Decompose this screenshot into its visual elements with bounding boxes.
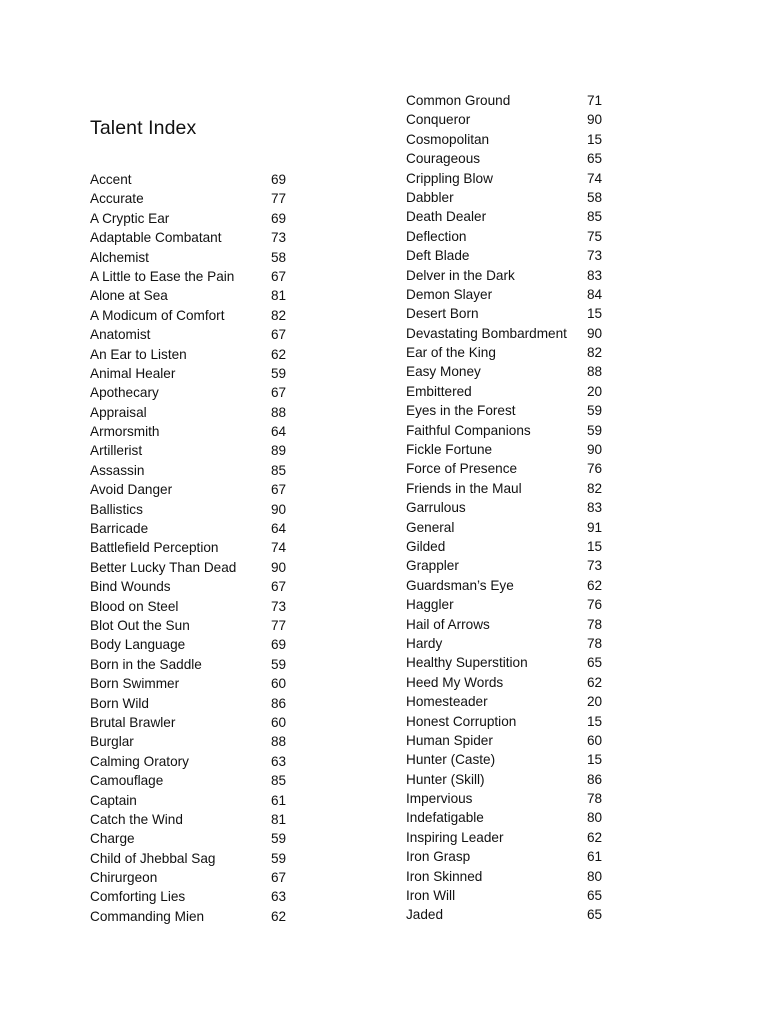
index-entry — [90, 189, 300, 208]
page-number: 84 — [587, 286, 603, 302]
page-number: 80 — [587, 810, 603, 826]
talent-name: Honest Corruption — [406, 713, 517, 729]
talent-name: Force of Presence — [406, 461, 518, 477]
talent-name: Haggler — [406, 597, 454, 613]
page-number: 90 — [271, 559, 287, 575]
talent-name: Easy Money — [406, 364, 481, 380]
page-number: 82 — [587, 480, 603, 496]
index-entry — [406, 169, 616, 188]
index-column-right — [406, 91, 616, 925]
page-number: 85 — [587, 209, 603, 225]
index-entry — [90, 868, 300, 887]
page-number: 75 — [587, 228, 603, 244]
index-entry — [406, 304, 616, 323]
page-title: Talent Index — [90, 117, 197, 139]
talent-name: An Ear to Listen — [90, 346, 187, 362]
index-entry — [90, 597, 300, 616]
index-entry — [90, 849, 300, 868]
index-entry — [90, 538, 300, 557]
page-number: 85 — [271, 462, 287, 478]
page-number: 15 — [587, 752, 603, 768]
talent-name: Blood on Steel — [90, 598, 179, 614]
page-number: 15 — [587, 306, 603, 322]
index-entry — [90, 228, 300, 247]
talent-name: Accent — [90, 172, 132, 187]
page-number: 71 — [587, 93, 603, 108]
talent-name: Iron Skinned — [406, 868, 483, 884]
talent-name: Chirurgeon — [90, 870, 158, 886]
index-entry — [90, 480, 300, 499]
talent-name: Born Swimmer — [90, 676, 180, 692]
talent-name: Barricade — [90, 521, 149, 537]
index-entry — [406, 401, 616, 420]
page-number: 65 — [587, 907, 603, 923]
talent-name: Embittered — [406, 383, 472, 399]
index-entry — [406, 227, 616, 246]
page-number: 73 — [271, 230, 287, 246]
index-entry — [90, 422, 300, 441]
index-entry — [90, 907, 300, 926]
talent-name: Human Spider — [406, 732, 493, 748]
page-number: 91 — [587, 519, 603, 535]
talent-name: Healthy Superstition — [406, 655, 528, 671]
page-number: 67 — [271, 385, 287, 401]
index-entry — [406, 653, 616, 672]
page-number: 77 — [271, 617, 287, 633]
talent-name: Anatomist — [90, 327, 151, 343]
talent-name: Inspiring Leader — [406, 829, 504, 845]
talent-name: Cosmopolitan — [406, 131, 490, 147]
index-entry — [90, 771, 300, 790]
talent-name: Commanding Mien — [90, 908, 205, 924]
index-entry — [90, 616, 300, 635]
index-entry — [406, 750, 616, 769]
talent-name: Adaptable Combatant — [90, 230, 222, 246]
talent-name: Catch the Wind — [90, 811, 183, 827]
page-number: 74 — [271, 540, 287, 556]
index-entry — [406, 498, 616, 517]
talent-name: Guardsman’s Eye — [406, 577, 514, 593]
page-number: 58 — [271, 249, 287, 265]
talent-name: Ear of the King — [406, 345, 496, 361]
talent-name: Death Dealer — [406, 209, 487, 225]
page-number: 58 — [587, 189, 603, 205]
index-entry — [406, 789, 616, 808]
index-entry — [406, 324, 616, 343]
index-entry — [406, 110, 616, 129]
talent-name: Deflection — [406, 228, 467, 244]
talent-name: Faithful Companions — [406, 422, 531, 438]
talent-name: Accurate — [90, 191, 144, 207]
page-number: 86 — [587, 771, 603, 787]
index-entry — [406, 343, 616, 362]
index-entry — [406, 692, 616, 711]
page-number: 60 — [271, 714, 287, 730]
talent-name: Demon Slayer — [406, 286, 493, 302]
talent-name: Assassin — [90, 462, 145, 478]
index-entry — [90, 655, 300, 674]
page-number: 64 — [271, 424, 287, 440]
index-entry — [406, 615, 616, 634]
index-entry — [406, 246, 616, 265]
page-number: 82 — [271, 307, 287, 323]
page-number: 62 — [587, 577, 603, 593]
page-number: 74 — [587, 170, 603, 186]
talent-name: Delver in the Dark — [406, 267, 515, 283]
talent-name: Artillerist — [90, 443, 143, 459]
page-number: 69 — [271, 210, 287, 226]
talent-name: Camouflage — [90, 773, 164, 789]
page-number: 82 — [587, 345, 603, 361]
page-number: 76 — [587, 597, 603, 613]
talent-name: Hail of Arrows — [406, 616, 490, 632]
talent-name: Homesteader — [406, 694, 488, 710]
talent-name: Appraisal — [90, 404, 147, 420]
page-number: 76 — [587, 461, 603, 477]
talent-name: Friends in the Maul — [406, 480, 522, 496]
page-number: 67 — [271, 327, 287, 343]
page-number: 81 — [271, 288, 287, 304]
index-column-left — [90, 170, 300, 926]
index-entry — [406, 808, 616, 827]
index-entry — [406, 886, 616, 905]
index-entry — [90, 209, 300, 228]
index-entry — [90, 577, 300, 596]
talent-name: Avoid Danger — [90, 482, 173, 498]
index-entry — [406, 556, 616, 575]
page-number: 65 — [587, 655, 603, 671]
talent-name: Ballistics — [90, 501, 143, 517]
index-entry — [406, 673, 616, 692]
talent-name: Battlefield Perception — [90, 540, 219, 556]
page-number: 60 — [271, 676, 287, 692]
talent-name: Indefatigable — [406, 810, 484, 826]
page-number: 80 — [587, 868, 603, 884]
talent-name: Courageous — [406, 151, 481, 167]
talent-name: Garrulous — [406, 500, 466, 516]
page-number: 69 — [271, 637, 287, 653]
page-number: 88 — [587, 364, 603, 380]
talent-name: Common Ground — [406, 93, 511, 108]
index-entry — [406, 382, 616, 401]
page-number: 90 — [271, 501, 287, 517]
page-number: 73 — [587, 558, 603, 574]
index-entry — [90, 732, 300, 751]
page-number: 78 — [587, 635, 603, 651]
index-entry — [90, 558, 300, 577]
index-entry — [406, 576, 616, 595]
page-number: 20 — [587, 694, 603, 710]
index-entry — [406, 905, 616, 924]
page-number: 83 — [587, 500, 603, 516]
index-entry — [90, 364, 300, 383]
index-entry — [90, 345, 300, 364]
talent-name: Iron Will — [406, 888, 456, 904]
page-number: 86 — [271, 695, 287, 711]
talent-name: Charge — [90, 831, 135, 847]
page-number: 59 — [271, 365, 287, 381]
talent-name: Devastating Bombardment — [406, 325, 567, 341]
page-number: 61 — [587, 849, 603, 865]
talent-name: A Cryptic Ear — [90, 210, 170, 226]
page-number: 90 — [587, 112, 603, 128]
talent-name: Alchemist — [90, 249, 149, 265]
talent-name: Crippling Blow — [406, 170, 493, 186]
index-entry — [406, 518, 616, 537]
page-number: 65 — [587, 151, 603, 167]
talent-name: A Modicum of Comfort — [90, 307, 225, 323]
talent-name: Captain — [90, 792, 137, 808]
talent-name: Grappler — [406, 558, 459, 574]
page-number: 73 — [587, 248, 603, 264]
index-entry — [90, 461, 300, 480]
index-entry — [406, 459, 616, 478]
page-number: 15 — [587, 131, 603, 147]
page-number: 59 — [587, 403, 603, 419]
index-entry — [406, 440, 616, 459]
page-number: 64 — [271, 521, 287, 537]
talent-name: Eyes in the Forest — [406, 403, 516, 419]
index-entry — [406, 731, 616, 750]
talent-name: Hardy — [406, 635, 443, 651]
talent-name: Calming Oratory — [90, 753, 189, 769]
index-entry — [406, 770, 616, 789]
index-entry — [90, 441, 300, 460]
page-number: 20 — [587, 383, 603, 399]
page-number: 61 — [271, 792, 287, 808]
index-entry — [90, 887, 300, 906]
index-entry — [406, 867, 616, 886]
talent-name: General — [406, 519, 455, 535]
talent-name: A Little to Ease the Pain — [90, 268, 235, 284]
index-entry — [406, 266, 616, 285]
page-number: 89 — [271, 443, 287, 459]
index-entry — [406, 828, 616, 847]
index-entry — [406, 537, 616, 556]
talent-name: Gilded — [406, 538, 446, 554]
index-entry — [90, 306, 300, 325]
index-entry — [90, 713, 300, 732]
page-number: 15 — [587, 713, 603, 729]
page-number: 60 — [587, 732, 603, 748]
talent-name: Child of Jhebbal Sag — [90, 850, 216, 866]
page-number: 83 — [587, 267, 603, 283]
page-number: 88 — [271, 734, 287, 750]
index-entry — [90, 500, 300, 519]
index-entry — [406, 149, 616, 168]
page-number: 78 — [587, 791, 603, 807]
page-number: 65 — [587, 888, 603, 904]
index-entry — [90, 267, 300, 286]
talent-name: Alone at Sea — [90, 288, 168, 304]
page-number: 67 — [271, 482, 287, 498]
page-number: 59 — [271, 850, 287, 866]
page-number: 77 — [271, 191, 287, 207]
index-entry — [406, 712, 616, 731]
index-entry — [90, 519, 300, 538]
talent-name: Burglar — [90, 734, 134, 750]
talent-name: Apothecary — [90, 385, 159, 401]
page-number: 67 — [271, 579, 287, 595]
page-number: 67 — [271, 268, 287, 284]
page-number: 90 — [587, 325, 603, 341]
page-number: 59 — [271, 831, 287, 847]
index-entry — [90, 791, 300, 810]
index-entry — [406, 479, 616, 498]
index-entry — [406, 595, 616, 614]
page-number: 88 — [271, 404, 287, 420]
talent-name: Heed My Words — [406, 674, 504, 690]
index-entry — [406, 91, 616, 110]
index-entry — [90, 383, 300, 402]
index-entry — [406, 188, 616, 207]
page-number: 67 — [271, 870, 287, 886]
index-entry — [90, 248, 300, 267]
index-entry — [406, 421, 616, 440]
talent-name: Bind Wounds — [90, 579, 171, 595]
index-entry — [406, 130, 616, 149]
page-number: 63 — [271, 889, 287, 905]
talent-name: Jaded — [406, 907, 444, 923]
index-entry — [90, 403, 300, 422]
index-entry — [90, 170, 300, 189]
talent-name: Hunter (Caste) — [406, 752, 496, 768]
talent-name: Born in the Saddle — [90, 656, 202, 672]
talent-name: Blot Out the Sun — [90, 617, 190, 633]
page-number: 73 — [271, 598, 287, 614]
index-entry — [406, 847, 616, 866]
index-entry — [406, 634, 616, 653]
index-entry — [90, 810, 300, 829]
page-number: 59 — [587, 422, 603, 438]
index-entry — [406, 285, 616, 304]
page-number: 62 — [271, 346, 287, 362]
index-entry — [90, 752, 300, 771]
talent-name: Desert Born — [406, 306, 479, 322]
page-number: 69 — [271, 172, 287, 187]
index-entry — [406, 207, 616, 226]
talent-name: Armorsmith — [90, 424, 160, 440]
index-entry — [90, 674, 300, 693]
talent-name: Dabbler — [406, 189, 454, 205]
page-number: 90 — [587, 442, 603, 458]
talent-name: Fickle Fortune — [406, 442, 493, 458]
talent-name: Better Lucky Than Dead — [90, 559, 237, 575]
page-number: 62 — [271, 908, 287, 924]
page-number: 85 — [271, 773, 287, 789]
page-number: 59 — [271, 656, 287, 672]
talent-name: Born Wild — [90, 695, 149, 711]
index-entry — [90, 325, 300, 344]
talent-name: Brutal Brawler — [90, 714, 176, 730]
talent-name: Comforting Lies — [90, 889, 186, 905]
index-entry — [90, 694, 300, 713]
talent-name: Animal Healer — [90, 365, 176, 381]
page-number: 63 — [271, 753, 287, 769]
talent-name: Hunter (Skill) — [406, 771, 485, 787]
page-number: 81 — [271, 811, 287, 827]
index-entry — [90, 635, 300, 654]
page-number: 15 — [587, 538, 603, 554]
talent-name: Conqueror — [406, 112, 471, 128]
talent-name: Iron Grasp — [406, 849, 471, 865]
index-entry — [90, 286, 300, 305]
talent-name: Deft Blade — [406, 248, 470, 264]
index-entry — [406, 362, 616, 381]
page-number: 62 — [587, 674, 603, 690]
talent-name: Impervious — [406, 791, 473, 807]
index-entry — [90, 829, 300, 848]
page-number: 62 — [587, 829, 603, 845]
page-number: 78 — [587, 616, 603, 632]
talent-name: Body Language — [90, 637, 186, 653]
